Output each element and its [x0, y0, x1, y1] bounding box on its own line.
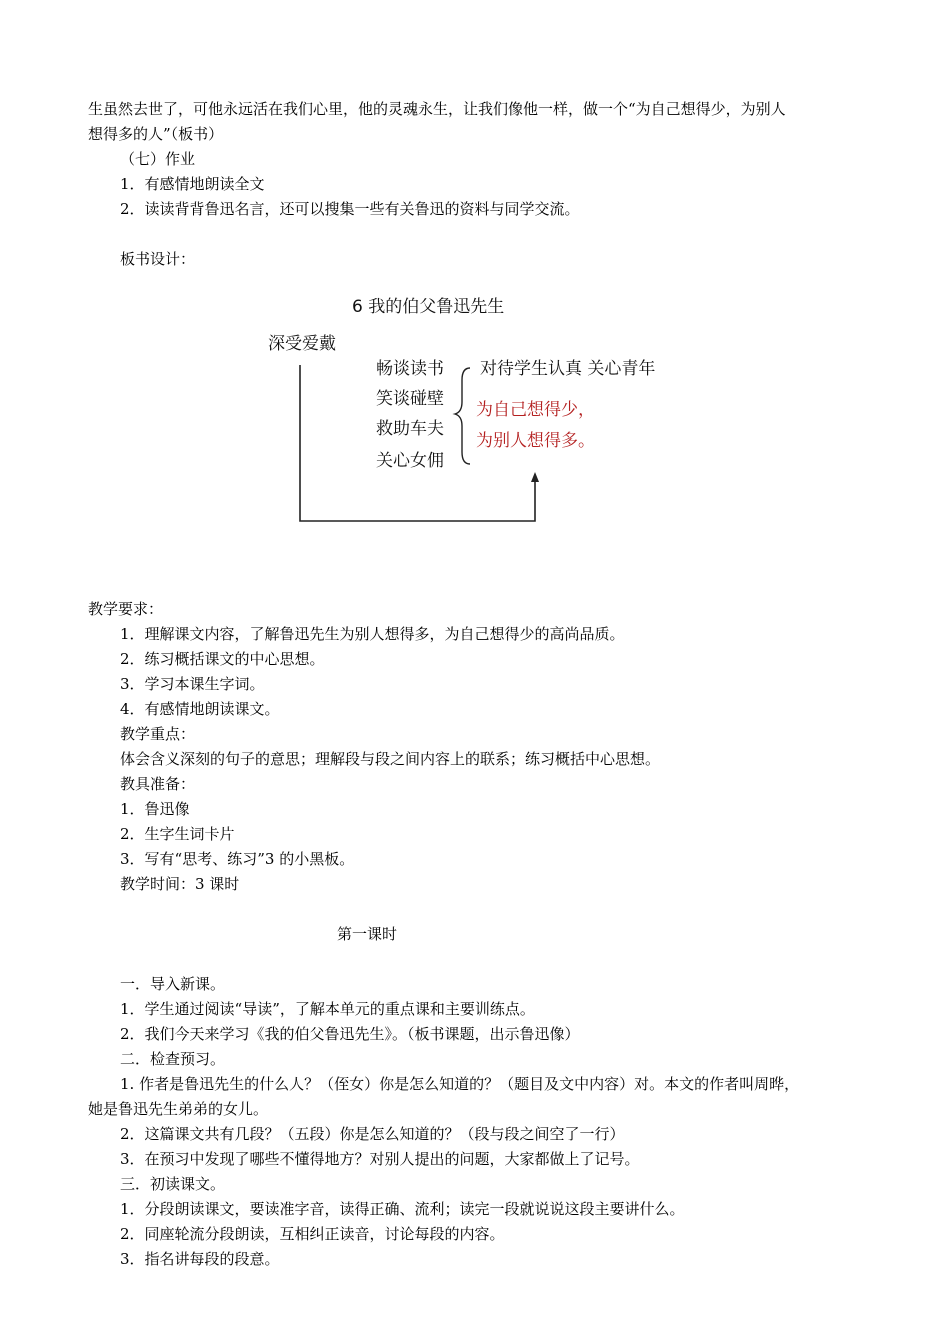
- section-item: 她是鲁迅先生弟弟的女儿。: [88, 1100, 269, 1118]
- requirements-heading: 教学要求：: [88, 600, 164, 618]
- section-heading: 三．初读课文。: [120, 1175, 226, 1193]
- requirement-item: 2．练习概括课文的中心思想。: [120, 650, 325, 668]
- homework-heading: （七）作业: [120, 150, 196, 168]
- tool-item: 3．写有“思考、练习”3 的小黑板。: [120, 850, 355, 868]
- paragraph-line: 生虽然去世了，可他永远活在我们心里，他的灵魂永生，让我们像他一样，做一个“为自己想得少，为别人: [88, 100, 786, 118]
- curly-brace: [455, 368, 470, 464]
- focus-text: 体会含义深刻的句子的意思；理解段与段之间内容上的联系；练习概括中心思想。: [120, 750, 661, 768]
- board-right-top: 对待学生认真 关心青年: [480, 359, 656, 379]
- section-item: 3．在预习中发现了哪些不懂得地方？对别人提出的问题，大家都做上了记号。: [120, 1150, 640, 1168]
- section-item: 2．同座轮流分段朗读，互相纠正读音，讨论每段的内容。: [120, 1225, 505, 1243]
- arrow-head: [531, 472, 539, 482]
- requirement-item: 3．学习本课生字词。: [120, 675, 265, 693]
- board-title: 6 我的伯父鲁迅先生: [352, 297, 505, 317]
- section-item: 1. 作者是鲁迅先生的什么人？（侄女）你是怎么知道的？（题目及文中内容）对。本文的作者叫周晔，: [120, 1075, 800, 1093]
- section-item: 2．我们今天来学习《我的伯父鲁迅先生》。（板书课题，出示鲁迅像）: [120, 1025, 580, 1043]
- board-item: 关心女佣: [376, 451, 444, 471]
- section-heading: 一．导入新课。: [120, 975, 226, 993]
- tool-item: 2．生字生词卡片: [120, 825, 235, 843]
- blackboard-design-diagram: [260, 290, 740, 540]
- board-red-text: 为别人想得多。: [476, 431, 595, 451]
- section-heading: 二．检查预习。: [120, 1050, 226, 1068]
- board-left-label: 深受爱戴: [268, 334, 336, 354]
- teaching-time: 教学时间：3 课时: [120, 875, 240, 893]
- section-item: 2．这篇课文共有几段？（五段）你是怎么知道的？（段与段之间空了一行）: [120, 1125, 625, 1143]
- homework-item: 1．有感情地朗读全文: [120, 175, 265, 193]
- board-item: 救助车夫: [376, 419, 444, 439]
- tool-item: 1．鲁迅像: [120, 800, 190, 818]
- focus-heading: 教学重点：: [120, 725, 196, 743]
- requirement-item: 1．理解课文内容，了解鲁迅先生为别人想得多，为自己想得少的高尚品质。: [120, 625, 625, 643]
- board-item: 笑谈碰壁: [376, 389, 444, 409]
- paragraph-line: 想得多的人”（板书）: [88, 125, 224, 143]
- lesson-title: 第一课时: [337, 925, 398, 943]
- section-item: 3．指名讲每段的段意。: [120, 1250, 280, 1268]
- board-item: 畅谈读书: [376, 359, 444, 379]
- tools-heading: 教具准备：: [120, 775, 196, 793]
- board-design-label: 板书设计：: [120, 250, 196, 268]
- requirement-item: 4．有感情地朗读课文。: [120, 700, 280, 718]
- homework-item: 2．读读背背鲁迅名言，还可以搜集一些有关鲁迅的资料与同学交流。: [120, 200, 580, 218]
- section-item: 1．分段朗读课文，要读准字音，读得正确、流利；读完一段就说说这段主要讲什么。: [120, 1200, 685, 1218]
- section-item: 1．学生通过阅读“导读”，了解本单元的重点课和主要训练点。: [120, 1000, 535, 1018]
- board-red-text: 为自己想得少，: [476, 400, 595, 420]
